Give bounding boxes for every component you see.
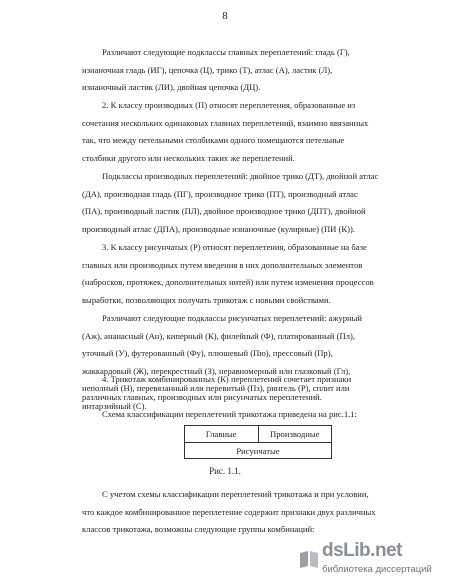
paragraph-combinations: [82, 486, 408, 539]
book-icon: [298, 548, 320, 570]
text-line: (Аж), ананасный (Ан), киперный (К), филейный (Ф), платированный (Пл),: [82, 330, 355, 341]
text-line: (ДА), производная гладь (ПГ), производное трико (ПТ), производный атлас: [82, 188, 358, 199]
text-line: 2. К классу производных (П) относят переплетения, образованные из: [102, 100, 356, 110]
text-line: интарзийный (С).: [82, 400, 147, 411]
text-line: различных главных, производных или рисунчатых переплетений.: [82, 391, 322, 402]
text-line: главных или производных путем введения в них дополнительных элементов: [82, 259, 363, 270]
text-line: классов трикотажа, возможны следующие группы комбинаций:: [82, 524, 315, 535]
paragraph-derived-class: [82, 97, 408, 167]
text-line: С учетом схемы классификации переплетений трикотажа и при условии,: [102, 489, 369, 499]
diagram-pattern-box: Рисунчатые: [236, 446, 280, 456]
diagram-main-box: Главные: [205, 429, 237, 439]
text-line: жаккардовый (Ж), перекрестный (З), неравномерный или глазковый (Гл),: [82, 365, 351, 376]
page-number: 8: [222, 10, 228, 22]
paragraph-main-subclasses: [82, 44, 408, 97]
text-line: сочетания нескольких одинаковых главных переплетений, взаимно ввязанных: [82, 117, 369, 128]
text-line: Схема классификации переплетений трикотажа приведена на рис.1.1:: [102, 409, 357, 419]
text-line: выработки, позволяющих получать трикотаж с новыми свойствами.: [82, 294, 331, 305]
text-line: Различают следующие подклассы рисунчатых переплетений: ажурный: [102, 313, 362, 323]
diagram-top-row: [185, 426, 331, 443]
text-line: Подклассы производных переплетений: двойное трико (ДТ), двойной атлас: [102, 171, 379, 181]
text-line: столбики другого или нескольких таких же переплетений.: [82, 152, 295, 163]
paragraph-derived-subclasses: [82, 168, 408, 238]
text-line: (ПА), производный ластик (ПЛ), двойное производное трико (ДПТ), двойной: [82, 206, 366, 217]
figure-caption: Рис. 1.1.: [209, 466, 241, 476]
paragraph-pattern-class: [82, 239, 408, 309]
text-line: уточный (У), футерованный (Фу), плюшевый (Пю), прессовый (Пр),: [82, 348, 333, 359]
text-line: (набросков, протяжек, дополнительных нитей) или путем изменения процессов: [82, 277, 374, 288]
text-line: так, что между петельными столбиками одного помещаются петельные: [82, 135, 345, 146]
dslib-watermark: [298, 540, 448, 580]
watermark-logo: dsLib.net: [322, 540, 402, 561]
paragraph-combined-class: [82, 371, 408, 406]
text-line: изнаночная гладь (ИГ), цепочка (Ц), трико (Т), атлас (А), ластик (Л),: [82, 64, 333, 75]
paragraph-scheme-intro: [82, 406, 408, 424]
text-line: производный атлас (ДПА), производные изнаночные (кулирные) (ПИ (К)).: [82, 223, 356, 234]
text-line: изнаночный ластик (ЛИ), двойная цепочка (ДЦ).: [82, 82, 261, 93]
text-line: 3. К классу рисунчатых (Р) относят переплетения, образованные на базе: [102, 242, 367, 252]
text-line: 4. Трикотаж комбинированных (К) переплетений сочетает признаки: [102, 374, 352, 384]
watermark-subtitle: библиотека диссертаций: [322, 564, 432, 575]
text-line: что каждое комбинированное переплетение содержит признаки двух различных: [82, 506, 376, 517]
text-line: Различают следующие подклассы главных переплетений: гладь (Г),: [102, 47, 350, 57]
classification-diagram: [184, 425, 332, 459]
text-line: неполный (Н), перевязанный или перевитый (Пз), рингель (Р), сплит или: [82, 383, 350, 394]
diagram-derived-box: Производные: [258, 426, 332, 442]
